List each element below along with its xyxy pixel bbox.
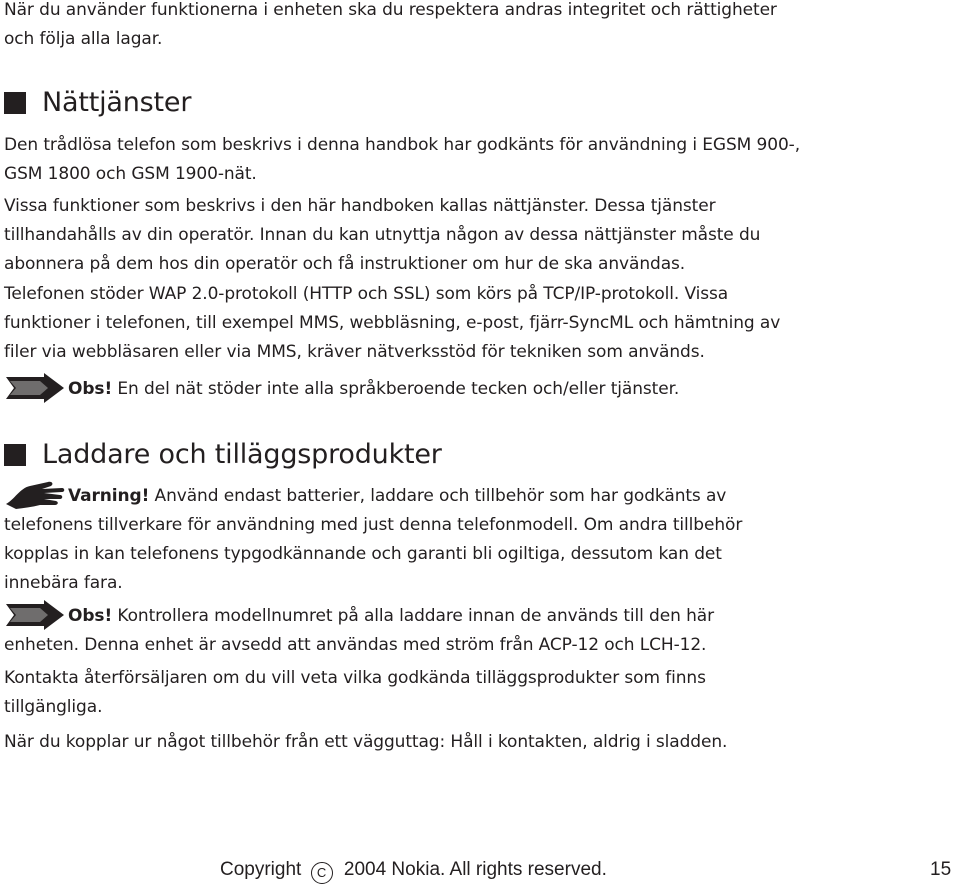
copyright-footer <box>220 856 607 884</box>
paragraph-contact-retailer: Kontakta återförsäljaren om du vill veta vilka godkända tilläggsprodukter som finns tillgängliga. <box>4 668 706 717</box>
page-number: 15 <box>930 859 952 880</box>
copyright-prefix: Copyright <box>220 859 302 880</box>
warning-accessories <box>4 482 784 598</box>
section-title: Laddare och tilläggsprodukter <box>42 439 442 470</box>
paragraph-network-approval: Den trådlösa telefon som beskrivs i denna handbok har godkänts för användning i EGSM 900-, GSM 1800 och GSM 1900-nät. <box>4 135 801 184</box>
note-language-support <box>4 375 784 404</box>
paragraph-unplug-advice: När du kopplar ur något tillbehör från ett vägguttag: Håll i kontakten, aldrig i sladden. <box>4 732 728 752</box>
paragraph-network-services: Vissa funktioner som beskrivs i den här handboken kallas nättjänster. Dessa tjänster tillhandahålls av din operatör. Innan du kan utnyttja någon av dessa nättjänster måste du abonnera på dem hos din operatör och få instruktioner om hur de ska användas. <box>4 196 761 274</box>
intro-paragraph: När du använder funktionerna i enheten ska du respektera andras integritet och rättigheter och följa alla lagar. <box>4 0 777 49</box>
section-heading-laddare <box>4 438 442 472</box>
note-label: Obs! <box>68 379 113 399</box>
copyright-icon: C <box>311 862 333 884</box>
note-arrow-icon <box>4 600 66 630</box>
warning-hand-icon <box>4 480 66 510</box>
note-arrow-icon <box>4 373 66 403</box>
square-bullet-icon <box>4 92 26 114</box>
warning-label: Varning! <box>68 486 150 506</box>
note-text: Kontrollera modellnumret på alla laddare innan de används till den här enheten. Denna enhet är avsedd att användas med ström från ACP-12 och LCH-12. <box>4 606 714 655</box>
note-charger-model <box>4 602 784 660</box>
section-title: Nättjänster <box>42 87 192 118</box>
section-heading-nattjanster <box>4 86 191 120</box>
square-bullet-icon <box>4 444 26 466</box>
note-label: Obs! <box>68 606 113 626</box>
note-text: En del nät stöder inte alla språkberoende tecken och/eller tjänster. <box>112 379 680 399</box>
warning-text: Använd endast batterier, laddare och tillbehör som har godkänts av telefonens tillverkare för användning med just denna telefonmodell. Om andra tillbehör kopplas in kan telefonens typgodkännande och garanti bli ogiltiga, dessutom kan det innebära fara. <box>4 486 743 593</box>
paragraph-wap-support: Telefonen stöder WAP 2.0-protokoll (HTTP och SSL) som körs på TCP/IP-protokoll. Vissa funktioner i telefonen, till exempel MMS, webbläsning, e-post, fjärr-SyncML och hämtning av filer via webbläsaren eller via MMS, kräver nätverksstöd för tekniken som används. <box>4 284 781 362</box>
copyright-suffix: 2004 Nokia. All rights reserved. <box>343 859 607 880</box>
